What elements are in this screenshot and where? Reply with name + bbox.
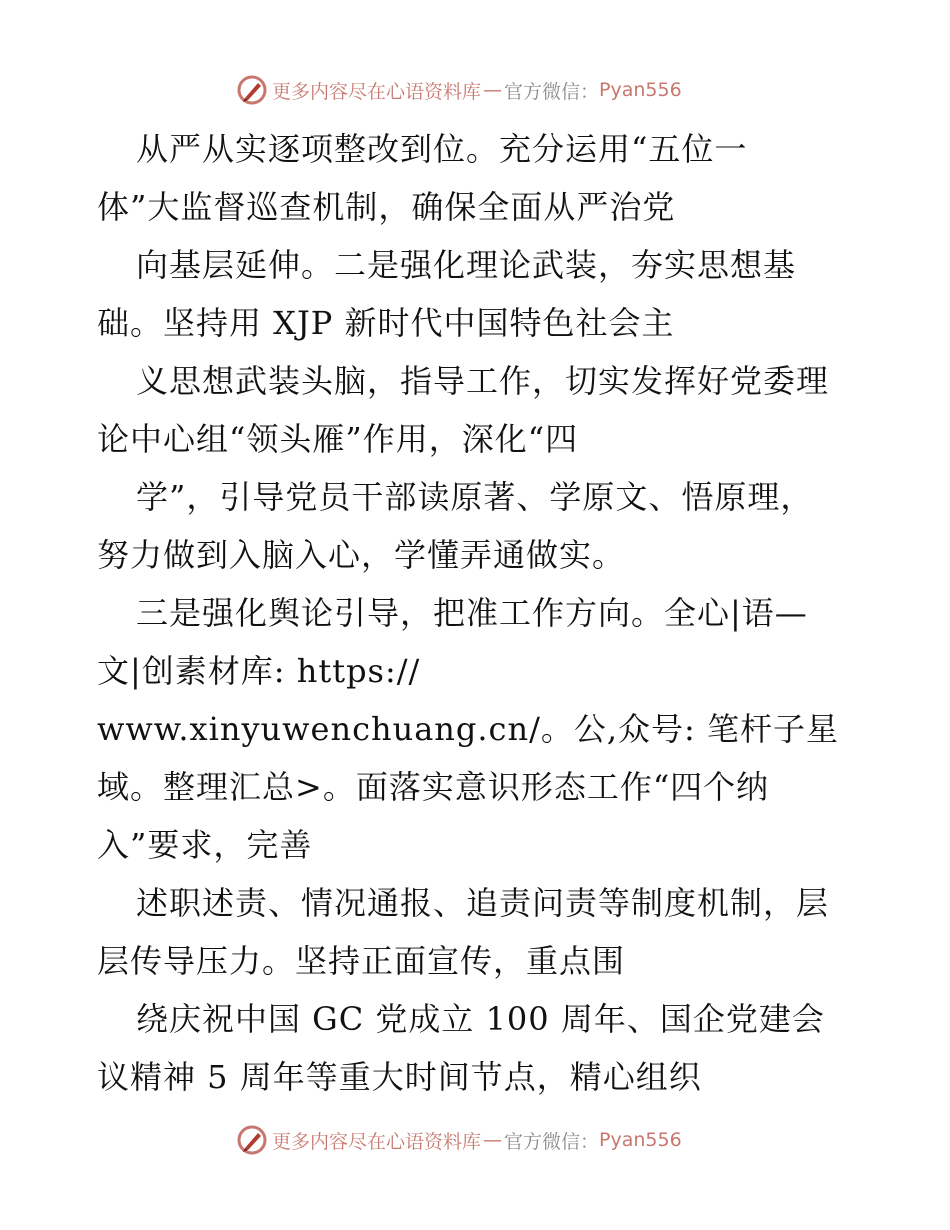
text-line: 域。整理汇总>。面落实意识形态工作“四个纳 (97, 768, 770, 806)
text-line: 三是强化舆论引导，把准工作方向。全心|语— (136, 594, 808, 632)
text-line: 努力做到入脑入心，学懂弄通做实。 (97, 536, 626, 574)
text-line: 绕庆祝中国 GC 党成立 100 周年、国企党建会 (136, 1000, 825, 1038)
text-line: 层传导压力。坚持正面宣传，重点围 (97, 942, 626, 980)
text-line: 述职述责、情况通报、追责问责等制度机制，层 (136, 884, 830, 922)
text-line: 议精神 5 周年等重大时间节点，精心组织 (97, 1058, 702, 1096)
quill-seal-icon (236, 1124, 268, 1156)
watermark-official-label: 官方微信： (504, 80, 600, 103)
watermark-brand: 更多内容尽在心语资料库 (272, 1130, 482, 1153)
text-line: www.xinyuwenchuang.cn/。公,众号: 笔杆子星 (97, 710, 839, 748)
text-line: 文|创素材库: https:// (97, 652, 421, 690)
text-line: 向基层延伸。二是强化理论武装，夯实思想基 (136, 246, 797, 284)
text-line: 础。坚持用 XJP 新时代中国特色社会主 (97, 304, 675, 342)
watermark-separator: — (483, 1129, 503, 1151)
footer-watermark (236, 1123, 682, 1157)
text-line: 体”大监督巡查机制，确保全面从严治党 (97, 188, 676, 226)
text-line: 论中心组“领头雁”作用，深化“四 (97, 420, 579, 458)
text-line: 入”要求，完善 (97, 826, 313, 864)
text-line: 义思想武装头脑，指导工作，切实发挥好党委理 (136, 362, 830, 400)
watermark-account: Pyan556 (599, 79, 682, 101)
watermark-official-label: 官方微信： (504, 1130, 600, 1153)
watermark-separator: — (483, 79, 503, 101)
text-line: 学”，引导党员干部读原著、学原文、悟原理， (136, 478, 814, 516)
watermark-brand: 更多内容尽在心语资料库 (272, 80, 482, 103)
watermark-account: Pyan556 (599, 1129, 682, 1151)
text-line: 从严从实逐项整改到位。充分运用“五位一 (136, 130, 748, 168)
